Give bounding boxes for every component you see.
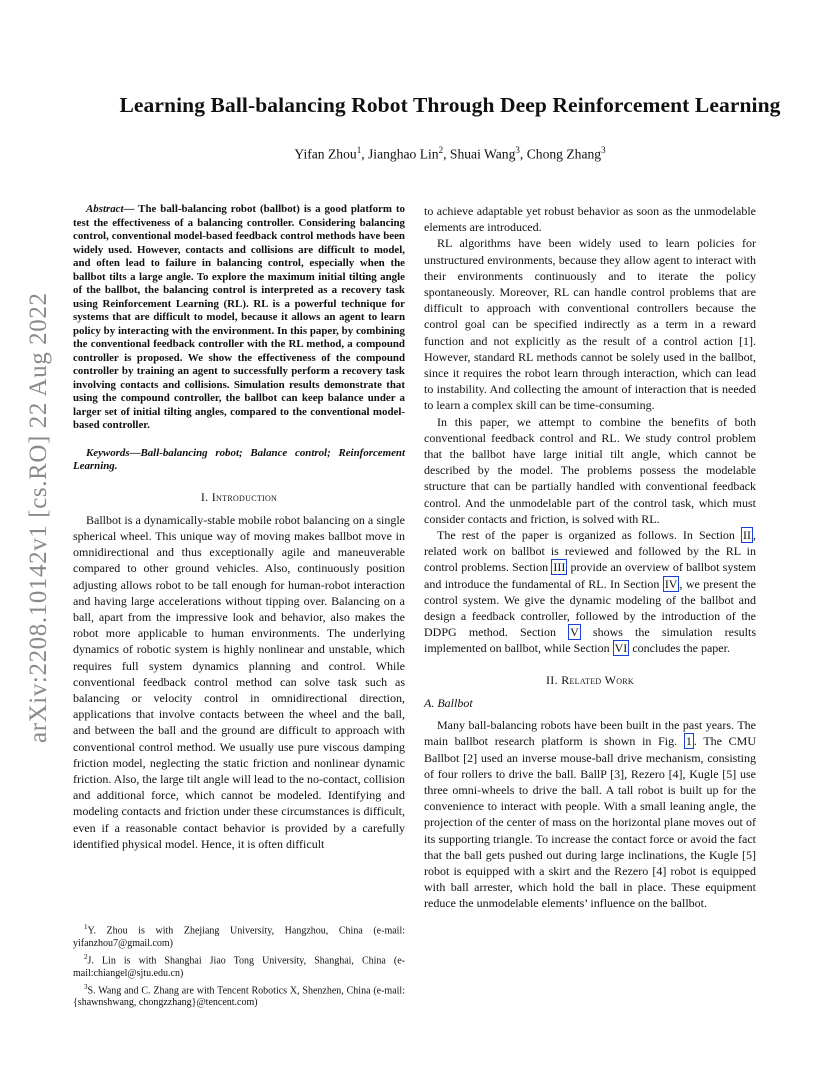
section-ref-link[interactable]: IV — [664, 576, 678, 591]
footnote-mark: 1 — [84, 923, 88, 931]
footnote-text: S. Wang and C. Zhang are with Tencent Robotics X, Shenzhen, China (e-mail: {shawnshwang, chongzzhang}@tencent.com) — [73, 985, 405, 1009]
footnote — [73, 921, 405, 950]
intro-paragraph: Ballbot is a dynamically-stable mobile robot balancing on a single spherical wheel. This unique way of moving makes ballbot move in omnidirectional and thus exceptionally agile and maneuverable compared to other ground vehicles. Also, continuously position adjusting allows robot to be tall enough for human-robot interaction and having large accelerations without tipping over. Balancing on a ball, apart from the impressive look and behavior, also makes the robot more applicable to human environments. The underlying dynamics of robotic system is highly nonlinear and unstable, which requires full system dynamics planning and control. While conventional feedback control method can solve task such as balancing or velocity control in omnidirectional direction, applications that involve contacts between the wheel and the ball, and between the ball and the ground are difficult to approach with conventional control method. We usually use pure viscous damping friction model, neglecting the static friction and nonlinear dynamic friction. Also, the large tilt angle will lead to the no-contact, collision and additional force, which cannot be modeled. Identifying and modeling contacts and friction under these circumstances is difficult, even if a reasonable contact behavior is provided by a carefully identified physical model. Hence, it is often difficult — [73, 512, 405, 851]
body-paragraph: to achieve adaptable yet robust behavior as soon as the unmodelable elements are introduced. — [424, 204, 756, 235]
footnote-text: J. Lin is with Shanghai Jiao Tong University, Shanghai, China (e-mail:chiangel@sjtu.edu.cn) — [73, 955, 405, 979]
section-ref-link[interactable]: V — [570, 625, 579, 640]
paper-title: Learning Ball-balancing Robot Through Deep Reinforcement Learning — [119, 93, 781, 117]
text-run: . The CMU Ballbot [2] used an inverse mouse-ball drive mechanism, consisting of four rollers to drive the ball. BallP [3], Rezero [4], Kugle [5] use three omni-wheels to drive the ball. A tall robot is built up for the convenience to interact with people. With a small leaning angle, the projection of the center of mass on the horizontal plane moves out of its supporting triangle. To increase the contact force or avoid the fact that the ball gets pushed out during large inclinations, the Kugle [5] robot is equipped with a skirt and the Rezero [4] robot is equipped with ball arrester, which hold the ball in place. These equipment reduce the unmodelable elements’ influence on the ballbot. — [424, 734, 757, 911]
section-ref-link[interactable]: VI — [614, 641, 628, 656]
footnote — [73, 981, 405, 1010]
subsection-heading-ballbot: A. Ballbot — [424, 695, 473, 710]
text-run: concludes the paper. — [629, 641, 730, 656]
author-name: Shuai Wang — [449, 146, 516, 162]
right-column — [424, 203, 756, 912]
text-run: Many ball-balancing robots have been built in the past years. The main ballbot research platform is shown in Fig. — [424, 718, 756, 749]
footnote — [73, 951, 405, 980]
keywords: Keywords—Ball-balancing robot; Balance control; Reinforcement Learning. — [73, 446, 405, 472]
section-ref-link[interactable]: II — [743, 528, 751, 543]
author-affiliation-mark: 3 — [601, 145, 606, 155]
section-number: I. — [200, 489, 212, 504]
section-number: II. — [545, 672, 562, 687]
author-affiliation-mark: 3 — [515, 145, 520, 155]
text-run: The rest of the paper is organized as follows. In Section — [437, 528, 741, 543]
author-name: Chong Zhang — [526, 146, 602, 162]
author-list: Yifan Zhou$^1$, Jianghao Lin$^2$, Shuai Wang$^3$, Chong Zhang$^3$ — [294, 145, 606, 162]
body-paragraph: In this paper, we attempt to combine the benefits of both conventional feedback control and RL. We study control problem that the ballbot have large initial tilt angle, which cannot be described by the model. The problems possess the modelable structure that can be partially handled with conventional feedback control. And the unmodelable part of the control task, which must consider contacts and friction, is solved with RL. — [424, 414, 756, 526]
section-heading-introduction — [73, 489, 405, 505]
affiliation-footnotes — [73, 921, 405, 1011]
body-paragraph: RL algorithms have been widely used to learn policies for unstructured environments, because they allow agent to interact with their environments continuously and to iterate the policy spontaneously. Moreover, RL can handle control problems that are difficult to approach with conventional controllers because the control goal can be specified indirectly as a term in a reward function and not explicitly as the result of a control action [1]. However, standard RL methods cannot be solely used in the ballbot, since it requires the robot learn through interaction, which can lead to instability. And collecting the amount of interaction that is needed to learn a complex skill can be time-consuming. — [424, 236, 756, 413]
abstract-text: — The ball-balancing robot (ballbot) is a good platform to test the effectiveness of a balancing controller. Considering balancing control, conventional model-based feedback control methods have been widely used. However, contacts and collisions are difficult to model, and often lead to failure in balancing control, especially when the ballbot tilts a large angle. To explore the maximum initial tilting angle of the ballbot, the balancing control is interpreted as a recovery task using Reinforcement Learning (RL). RL is a powerful technique for systems that are difficult to model, because it allows an agent to learn policy by interacting with the environment. In this paper, by combining the conventional feedback controller with the RL method, a compound controller is proposed. We show the effectiveness of the compound controller by training an agent to successfully perform a recovery task involving contacts and collisions. Simulation results demonstrate that using the compound controller, the ballbot can keep balance under a larger set of initial tilting angles, compared to the conventional model-based controller. — [73, 203, 405, 431]
section-heading-related-work — [424, 672, 756, 688]
text-run: , we present the control system. We give the dynamic modeling of the ballbot and design a feedback controller, followed by the introduction of the DDPG method. Section — [424, 576, 756, 640]
paper-organization-paragraph — [424, 527, 756, 657]
author-affiliation-mark: 2 — [438, 145, 444, 155]
author-name: Jianghao Lin — [368, 146, 439, 162]
abstract — [73, 203, 405, 433]
section-title: Introduction — [211, 489, 278, 504]
author-affiliation-mark: 1 — [356, 145, 362, 155]
footnote-text: Y. Zhou is with Zhejiang University, Hangzhou, China (e-mail: yifanzhou7@gmail.com) — [73, 925, 405, 949]
author-name: Yifan Zhou — [294, 146, 357, 162]
left-column — [73, 203, 405, 852]
figure-ref-link[interactable]: 1 — [685, 734, 692, 749]
section-ref-link[interactable]: III — [553, 560, 566, 575]
text-run: shows the simulation results implemented on ballbot, while Section — [424, 625, 756, 656]
text-run: provide an overview of ballbot system and introduce the fundamental of RL. In Section — [424, 560, 756, 591]
text-run: , related work on ballbot is reviewed and followed by the RL in control problems. Section — [424, 528, 756, 575]
section-title: Related Work — [561, 672, 635, 687]
footnote-mark: 2 — [84, 952, 88, 961]
ballbot-paragraph — [424, 717, 756, 911]
abstract-label: Abstract — [86, 203, 124, 215]
footnote-mark: 3 — [84, 982, 88, 991]
arxiv-identifier: arXiv:2208.10142v1 [cs.RO] 22 Aug 2022 — [25, 292, 52, 744]
